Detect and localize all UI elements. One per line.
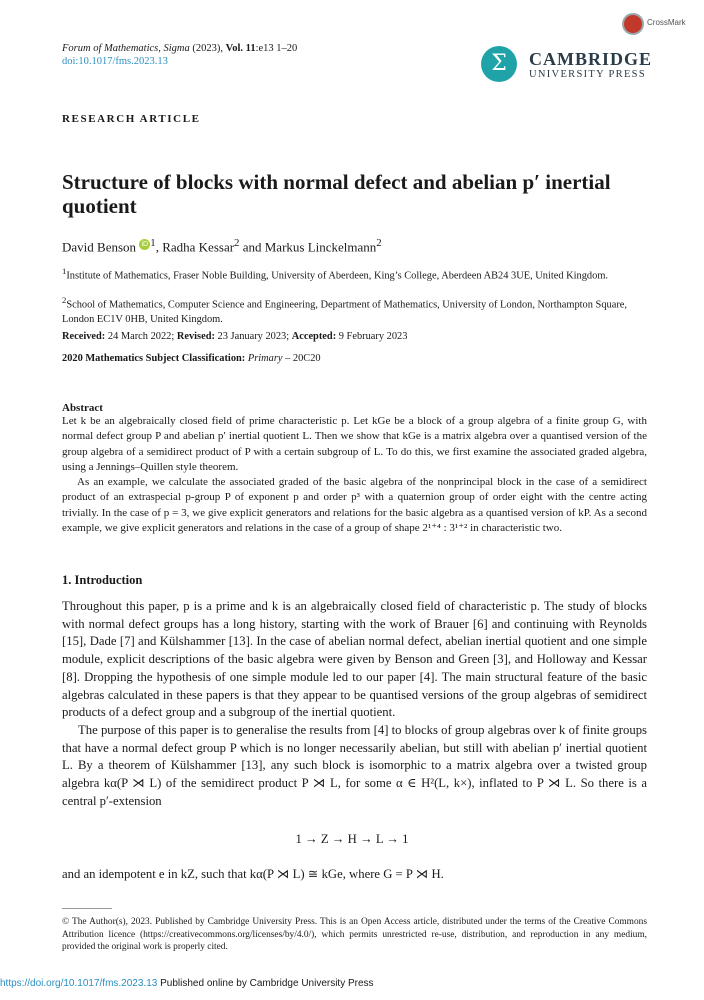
received-label: Received:: [62, 331, 106, 342]
affiliation-sup: 2: [62, 295, 67, 305]
msc-classification: [62, 353, 321, 364]
revised-label: Revised:: [176, 331, 215, 342]
journal-citation: [62, 42, 297, 68]
accepted-label: Accepted:: [291, 331, 337, 342]
received-date: 24 March 2022;: [105, 331, 177, 342]
author-kessar: , Radha Kessar: [155, 239, 235, 255]
publisher-logo: [481, 46, 681, 86]
orcid-icon[interactable]: iD: [139, 239, 150, 250]
abstract-paragraph: Let k be an algebraically closed field of prime characteristic p. Let kGe be a block of a group algebra of a finite group G, with normal defect group P and abelian p′ inertial quotient L. Then we show that kGe is a matrix algebra over a quantised version of the group algebra of a semidirect product of P with a certain subgroup of L. To do this, we first examine the associated graded algebra, using a Jennings–Quillen style theorem.: [62, 415, 647, 473]
page-title: Structure of blocks with normal defect and abelian p′ inertial quotient: [62, 170, 611, 218]
msc-primary: Primary: [247, 353, 283, 364]
affiliation-2: [62, 293, 652, 327]
journal-volume: Vol. 11: [225, 43, 256, 54]
abstract-heading: Abstract: [62, 402, 103, 414]
crossmark-label: CrossMark: [647, 18, 686, 27]
abstract-body: [62, 414, 647, 536]
publisher-name: CAMBRIDGE: [529, 49, 653, 69]
author-sup: 2: [234, 237, 240, 249]
article-dates: [62, 331, 407, 342]
publisher-press: UNIVERSITY PRESS: [529, 69, 646, 80]
revised-date: 23 January 2023;: [214, 331, 292, 342]
author-sup: 1: [150, 237, 156, 249]
footnote-divider: [62, 908, 112, 909]
affiliation-text: School of Mathematics, Computer Science and Engineering, Department of Mathematics, University of London, Northampton Square, London EC1V 0HB, United Kingdom.: [62, 299, 627, 325]
intro-body: [62, 598, 647, 810]
doi-link[interactable]: doi:10.1017/fms.2023.13: [62, 56, 168, 67]
abstract-paragraph: As an example, we calculate the associated graded of the basic algebra of the nonprincipal block in the case of a semidirect product of an extraspecial p-group P of exponent p and order p³ with a quaternion group of order eight with the centre acting trivially. In the case of p = 3, we give explicit generators and relations for the basic algebra as a quantised version of kP. As a second example, we give explicit generators and relations in the case of a group of shape 2¹⁺⁴ : 3¹⁺² in characteristic two.: [62, 476, 647, 535]
intro-paragraph: The purpose of this paper is to generalise the results from [4] to blocks of group algebras over k of finite groups that have a normal defect group P which is no longer necessarily abelian, but still with abelian p′ inertial quotient L. By a theorem of Külshammer [13], any such block is isomorphic to a matrix algebra over a twisted group algebra kα(P ⋊ L) of the semidirect product P ⋊ L, for some α ∈ H²(L, k×), inflated to P ⋊ L. So there is a central p′-extension: [62, 722, 647, 808]
affiliation-1: [62, 264, 652, 284]
journal-pages: :e13 1–20: [255, 43, 298, 54]
journal-year: (2023),: [189, 43, 226, 54]
section-heading: 1. Introduction: [62, 573, 143, 587]
bottom-published: Published online by Cambridge University Press: [157, 978, 374, 989]
msc-label: 2020 Mathematics Subject Classification:: [62, 353, 246, 364]
sigma-icon: Σ: [481, 46, 517, 82]
author-benson[interactable]: David Benson: [62, 239, 137, 255]
msc-code: – 20C20: [282, 353, 321, 364]
author-list: [62, 237, 382, 255]
bottom-doi-link[interactable]: https://doi.org/10.1017/fms.2023.13: [0, 978, 158, 989]
intro-paragraph: Throughout this paper, p is a prime and k is an algebraically closed field of characteristic p. The study of blocks with normal defect groups has a long history, starting with the work of Brauer [6] and continuing with Reynolds [15], Dade [7] and Külshammer [13]. In the case of abelian normal defect, abelian inertial quotient and one simple module, explicit descriptions of the basic algebra were given by Benson and Green [3], and Holloway and Kessar [8]. Dropping the hypothesis of one simple module led to our paper [4]. The main structural feature of the basic algebras calculated in these papers is that they appear to be quantised versions of the group algebras of semidirect products of a defect group and a subgroup of the inertial quotient.: [62, 599, 647, 720]
crossmark-icon: [622, 13, 644, 35]
article-type: RESEARCH ARTICLE: [62, 113, 201, 125]
bottom-bar: [0, 978, 374, 989]
license-footnote: © The Author(s), 2023. Published by Cambridge University Press. This is an Open Access article, distributed under the terms of the Creative Commons Attribution licence (https://creativecommons.org/licenses/by/4.0/), which permits unrestricted re-use, distribution, and reproduction in any medium, provided the original work is properly cited.: [62, 917, 647, 952]
author-linckelmann: and Markus Linckelmann: [239, 239, 377, 255]
display-equation: 1 → Z → H → L → 1: [295, 832, 409, 846]
crossmark-badge[interactable]: [622, 13, 690, 37]
accepted-date: 9 February 2023: [336, 331, 408, 342]
intro-continuation: and an idempotent e in kZ, such that kα(P ⋊ L) ≅ kGe, where G = P ⋊ H.: [62, 867, 444, 881]
journal-name: Forum of Mathematics, Sigma: [62, 43, 190, 54]
affiliation-text: Institute of Mathematics, Fraser Noble Building, University of Aberdeen, King’s College, Aberdeen AB24 3UE, United Kingdom.: [66, 270, 608, 282]
affiliation-sup: 1: [62, 266, 67, 276]
author-sup: 2: [376, 237, 382, 249]
